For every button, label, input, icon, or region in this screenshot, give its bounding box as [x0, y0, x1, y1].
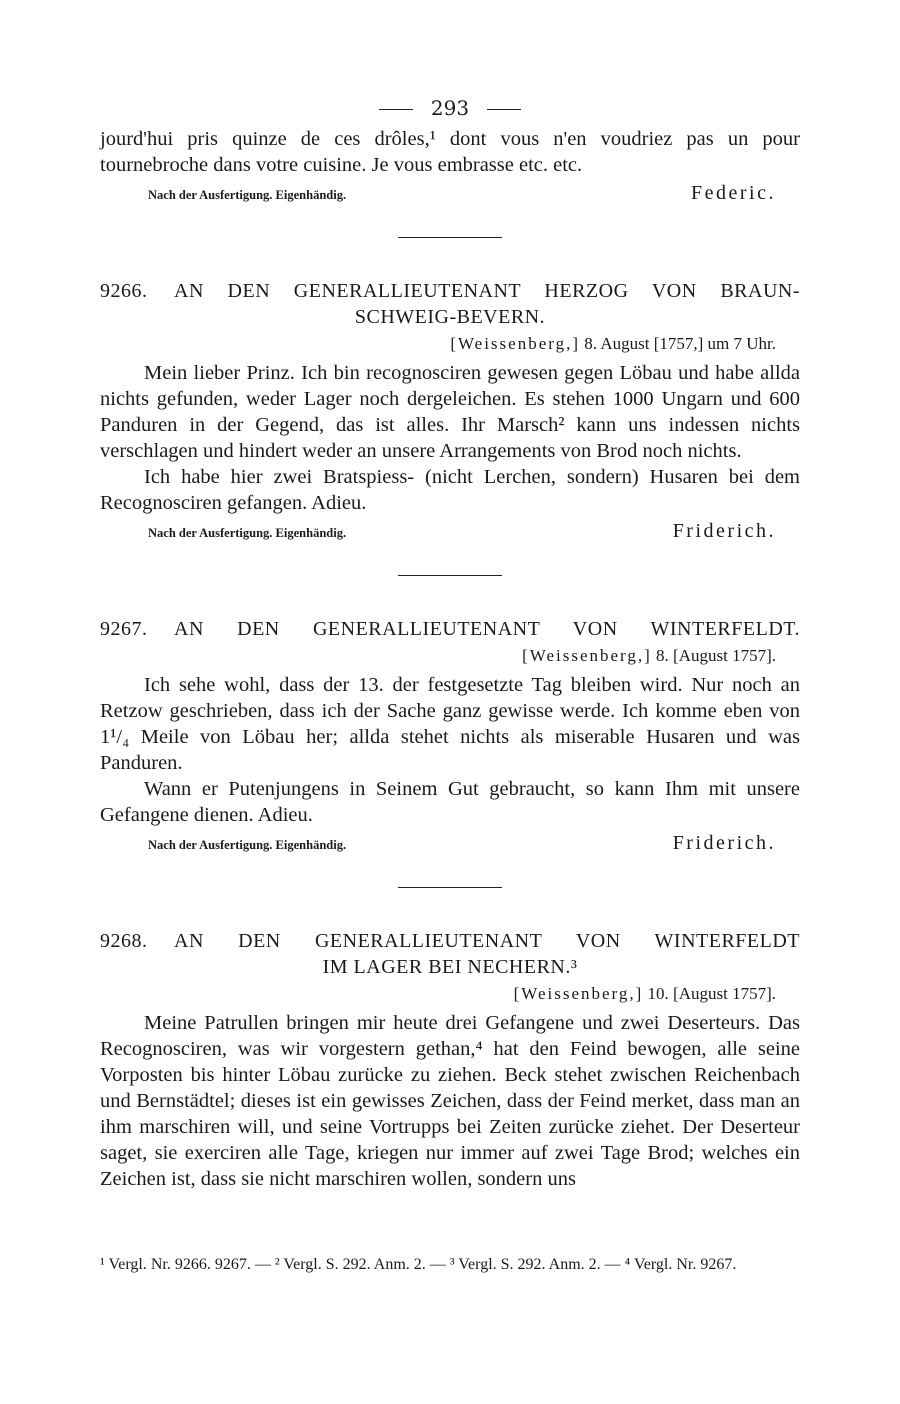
- intro-signature: Federic.: [691, 182, 776, 204]
- intro-source-line: [100, 182, 800, 205]
- letter-place: [Weissenberg,]: [450, 334, 581, 353]
- page-number: 293: [430, 96, 470, 120]
- letter-heading-line1: AN DEN GENERALLIEUTENANT VON WINTERFELDT: [174, 930, 800, 952]
- letter-paragraph: Mein lieber Prinz. Ich bin recognosciren gewesen gegen Löbau und habe allda nichts gefunden, weder Lager noch dergeleichen. Es stehen 1000 Ungarn und 600 Panduren in der Gegend, das ist alles. Ihr Marsch² kann uns indessen nichts verschlagen und hindert weder an unsere Arrangements von Brod noch nichts.: [100, 362, 800, 462]
- section-divider: [398, 887, 502, 888]
- letter-number: 9266.: [100, 280, 148, 302]
- footnotes: ¹ Vergl. Nr. 9266. 9267. — ² Vergl. S. 292. Anm. 2. — ³ Vergl. S. 292. Anm. 2. — ⁴ Vergl. Nr. 9267.: [100, 1256, 737, 1273]
- letter-date: 10. [August 1757].: [647, 984, 776, 1003]
- letter-signature: Friderich.: [672, 832, 776, 854]
- letter-paragraph: Ich sehe wohl, dass der 13. der festgesetzte Tag bleiben wird. Nur noch an Retzow geschrieben, dass ich der Sache ganz gewisse werde. Ich komme eben von 1¹/₄ Meile von Löbau her; allda stehet nichts als miserable Husaren und was Panduren.: [100, 674, 800, 774]
- header-dash-right: [487, 109, 521, 110]
- letter-place: [Weissenberg,]: [522, 646, 652, 665]
- letter-dateline: [100, 334, 776, 354]
- section-divider: [398, 575, 502, 576]
- letter-source: Nach der Ausfertigung. Eigenhändig.: [148, 526, 347, 540]
- letter-heading: [100, 616, 800, 642]
- letter-signature: Friderich.: [672, 520, 776, 542]
- letter-place: [Weissenberg,]: [513, 984, 644, 1003]
- letter-9268: [100, 928, 800, 1192]
- letter-9266: [100, 278, 800, 543]
- intro-text: jourd'hui pris quinze de ces drôles,¹ dont vous n'en voudriez pas un pour tournebroche dans votre cuisine. Je vous embrasse etc. etc.: [100, 128, 800, 176]
- page-body: [100, 96, 800, 1192]
- letter-heading-line1: AN DEN GENERALLIEUTENANT HERZOG VON BRAUN-: [174, 280, 800, 302]
- letter-heading-line2: SCHWEIG-BEVERN.: [354, 306, 546, 328]
- letter-source-line: [100, 832, 800, 855]
- letter-date: 8. August [1757,] um 7 Uhr.: [584, 334, 776, 353]
- section-divider: [398, 237, 502, 238]
- letter-heading: [100, 928, 800, 954]
- letter-dateline: [100, 646, 776, 666]
- letter-paragraph: Ich habe hier zwei Bratspiess- (nicht Lerchen, sondern) Husaren bei dem Recognosciren gefangen. Adieu.: [100, 466, 800, 514]
- letter-heading: [100, 278, 800, 304]
- letter-paragraph: Meine Patrullen bringen mir heute drei Gefangene und zwei Deserteurs. Das Recognosciren, was wir vorgestern gethan,⁴ hat den Feind bewogen, alle seine Vorposten bis hinter Löbau zurücke zu ziehen. Beck stehet zwischen Reichenbach und Bernstädtel; dieses ist ein gewisses Zeichen, dass der Feind merket, dass man an ihm marschiren will, und seine Vortrupps bei Zeiten zurücke ziehet. Der Deserteur saget, sie exerciren alle Tage, kriegen nur immer auf zwei Tage Brod; welches ein Zeichen ist, dass sie nicht marschiren wollen, sondern uns: [100, 1012, 800, 1190]
- letter-paragraph: Wann er Putenjungens in Seinem Gut gebraucht, so kann Ihm mit unsere Gefangene dienen. Adieu.: [100, 778, 800, 826]
- intro-section: [100, 126, 800, 205]
- letter-number: 9268.: [100, 930, 148, 952]
- letter-dateline: [100, 984, 776, 1004]
- intro-source: Nach der Ausfertigung. Eigenhändig.: [148, 188, 347, 202]
- letter-9267: [100, 616, 800, 855]
- letter-heading-line1: AN DEN GENERALLIEUTENANT VON WINTERFELDT.: [174, 618, 800, 640]
- letter-source: Nach der Ausfertigung. Eigenhändig.: [148, 838, 347, 852]
- letter-heading-line2: IM LAGER BEI NECHERN.³: [322, 956, 578, 978]
- letter-source-line: [100, 520, 800, 543]
- letter-date: 8. [August 1757].: [656, 646, 776, 665]
- letter-number: 9267.: [100, 618, 148, 640]
- header-dash-left: [379, 109, 413, 110]
- page-header: [100, 96, 800, 126]
